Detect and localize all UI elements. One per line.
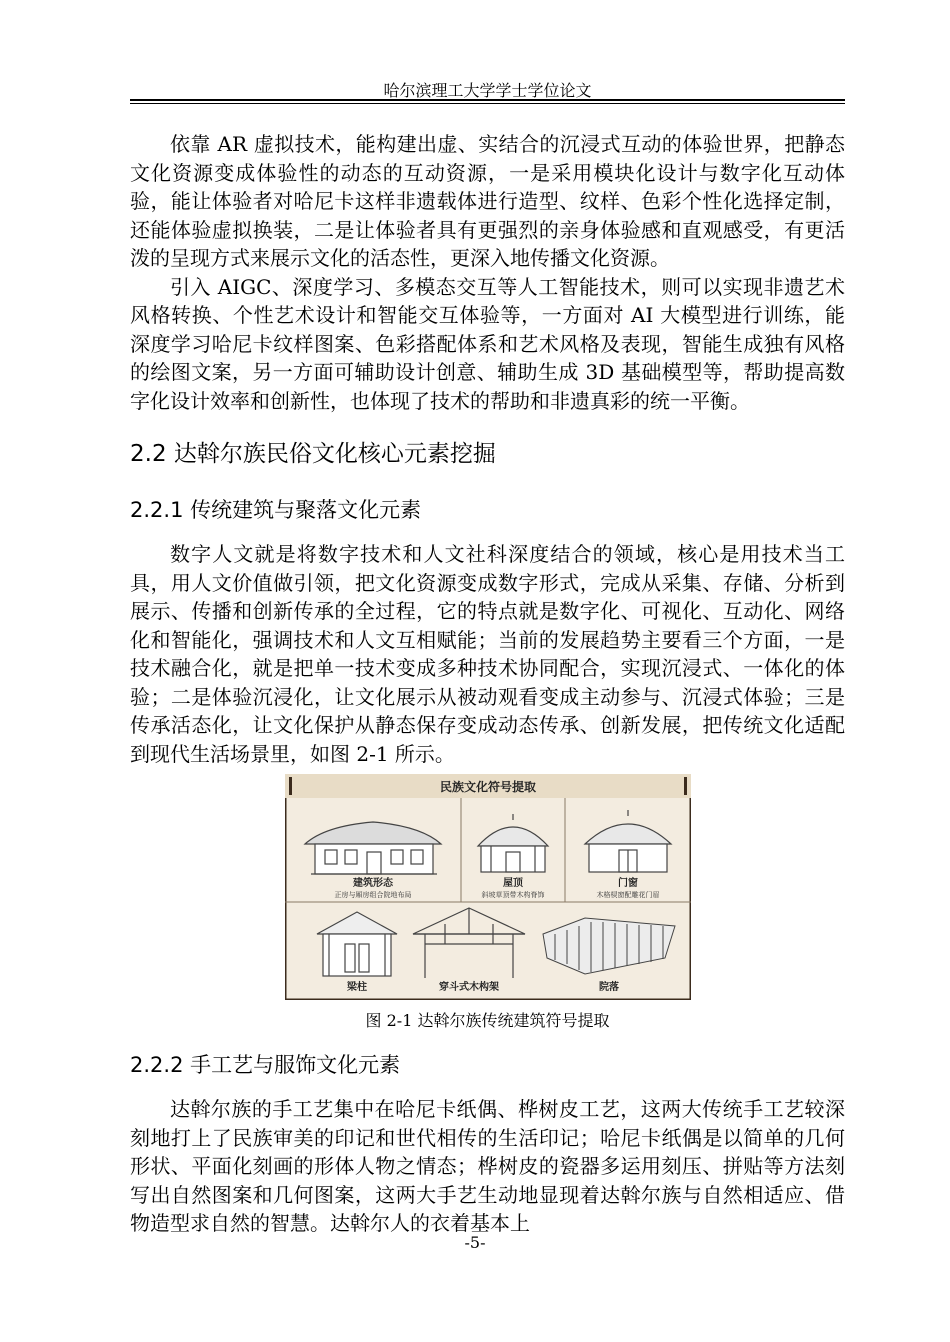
figure-banner: 民族文化符号提取 bbox=[439, 780, 536, 794]
page-header: 哈尔滨理工大学学士学位论文 bbox=[383, 81, 592, 100]
header-rule-thin bbox=[130, 103, 845, 104]
cell-label-beam-column: 梁柱 bbox=[346, 982, 367, 993]
subsection-heading-2-2-2: 2.2.2 手工艺与服饰文化元素 bbox=[130, 1053, 401, 1077]
paragraph-ar: 依靠 AR 虚拟技术，能构建出虚、实结合的沉浸式互动的体验世界，把静态文化资源变成体验性的动态的互动资源，一是采用模块化设计与数字化互动体验，能让体验者对哈尼卡这样非遗载体进行造型、纹样、色彩个性化选择定制，还能体验虚拟换装，二是让体验者具有更强烈的亲身体验感和直观感受，有更活泼的呈现方式来展示文化的活态性，更深入地传播文化资源。 bbox=[130, 132, 845, 270]
figure-illustration bbox=[285, 774, 691, 1000]
paragraph-digital-humanities: 数字人文就是将数字技术和人文社科深度结合的领域，核心是用技术当工具，用人文价值做引领，把文化资源变成数字形式，完成从采集、存储、分析到展示、传播和创新传承的全过程，它的特点就是数字化、可视化、互动化、网络化和智能化，强调技术和人文互相赋能；当前的发展趋势主要看三个方面，一是技术融合化，就是把单一技术变成多种技术协同配合，实现沉浸式、一体化的体验；二是体验沉浸化，让文化展示从被动观看变成主动参与、沉浸式体验；三是传承活态化，让文化保护从静态保存变成动态传承、创新发展，把传统文化适配到现代生活场景里，如图 2-1 所示。 bbox=[130, 542, 845, 766]
paragraph-ai: 引入 AIGC、深度学习、多模态交互等人工智能技术，则可以实现非遗艺术风格转换、个性艺术设计和智能交互体验等，一方面对 AI 大模型进行训练，能深度学习哈尼卡纹样图案、色彩搭配体系和艺术风格及表现，智能生成独有风格的绘图文案，另一方面可辅助设计创意、辅助生成 3D 基础模型等，帮助提高数字化设计效率和创新性，也体现了技术的帮助和非遗真彩的统一平衡。 bbox=[130, 274, 845, 413]
cell-sub-door-window: 木格棂窗配雕花门眉 bbox=[596, 891, 659, 899]
cell-sub-architecture: 正房与厢房组合院地布局 bbox=[334, 891, 411, 899]
cell-label-roof: 屋顶 bbox=[502, 878, 523, 889]
cell-sub-roof: 斜坡草顶带木构脊饰 bbox=[481, 891, 544, 899]
page-number: -5- bbox=[464, 1233, 486, 1252]
subsection-heading-2-2-1: 2.2.1 传统建筑与聚落文化元素 bbox=[130, 498, 422, 522]
cell-label-timber-frame: 穿斗式木构架 bbox=[438, 982, 499, 993]
header-rule-thick bbox=[130, 99, 845, 101]
cell-label-door-window: 门窗 bbox=[617, 878, 638, 889]
section-heading-2-2: 2.2 达斡尔族民俗文化核心元素挖掘 bbox=[130, 441, 496, 467]
main-content bbox=[130, 130, 845, 1238]
cell-label-architecture: 建筑形态 bbox=[352, 878, 393, 889]
cell-label-courtyard: 院落 bbox=[598, 982, 619, 993]
paragraph-handicraft: 达斡尔族的手工艺集中在哈尼卡纸偶、桦树皮工艺，这两大传统手工艺较深刻地打上了民族审美的印记和世代相传的生活印记；哈尼卡纸偶是以简单的几何形状、平面化刻画的形体人物之情态；桦树皮的瓷器多运用刻压、拼贴等方法刻写出自然图案和几何图案，这两大手艺生动地显现着达斡尔族与自然相适应、借物造型求自然的智慧。达斡尔人的衣着基本上 bbox=[130, 1097, 845, 1235]
figure-caption: 图 2-1 达斡尔族传统建筑符号提取 bbox=[365, 1011, 610, 1030]
figure-2-1 bbox=[285, 774, 691, 1000]
